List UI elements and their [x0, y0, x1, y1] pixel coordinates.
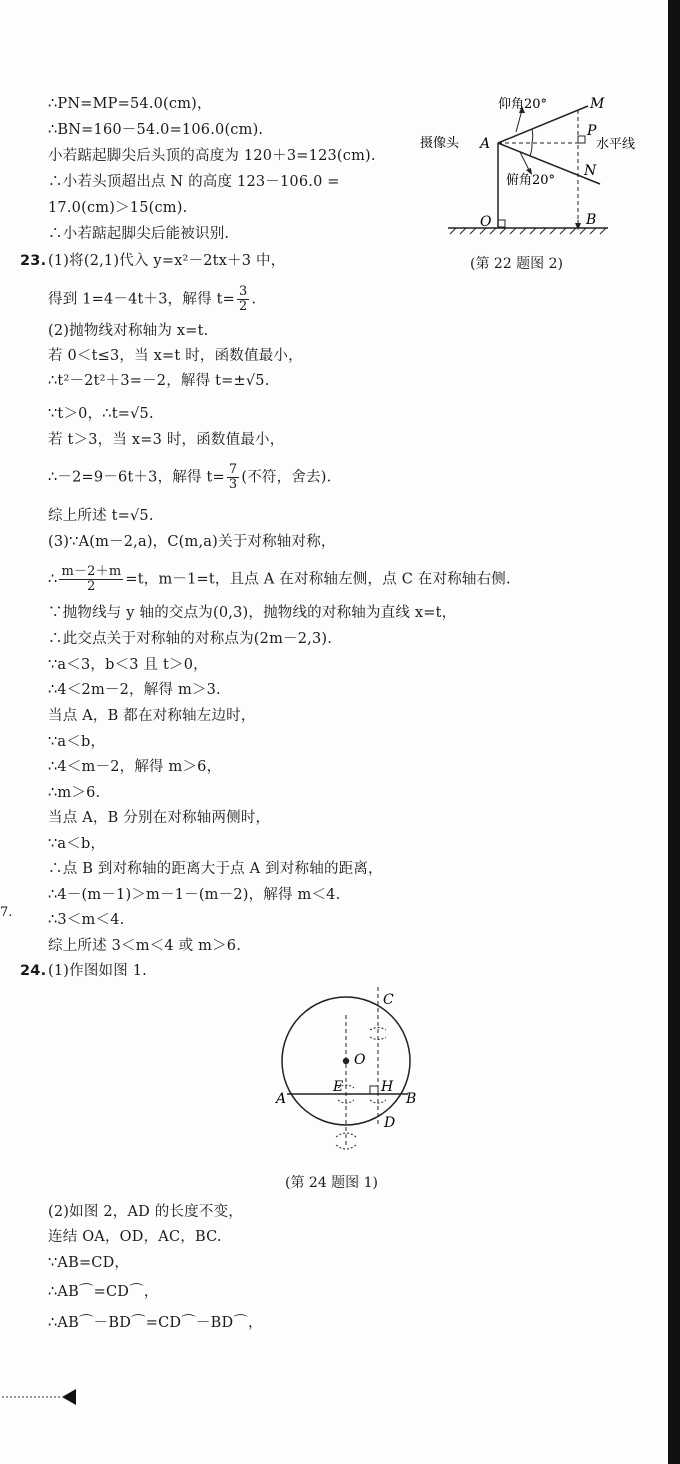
- point-P: P: [587, 123, 597, 139]
- frac-den: 2: [87, 579, 96, 594]
- q24-line-6: ∴AB⌒－BD⌒=CD⌒－BD⌒，: [48, 1315, 263, 1331]
- q24-line-1: (1)作图如图 1.: [48, 963, 147, 979]
- margin-mark: 7.: [0, 905, 13, 920]
- q23-line-22: ∴点 B 到对称轴的距离大于点 A 到对称轴的距离，: [48, 861, 383, 877]
- point-C: C: [383, 992, 394, 1008]
- q23-line-2: [48, 285, 256, 314]
- q23-line-13: ∴此交点关于对称轴的对称点为(2m－2,3).: [48, 631, 333, 647]
- point-N: N: [584, 163, 597, 179]
- q24-line-3: 连结 OA，OD，AC，BC.: [48, 1229, 222, 1245]
- q22-line-2: ∴BN=160－54.0=106.0(cm).: [48, 122, 264, 138]
- q23-line-10: (3)∵A(m－2,a)，C(m,a)关于对称轴对称，: [48, 534, 336, 550]
- q23-line-4: 若 0＜t≤3，当 x=t 时，函数值最小，: [48, 348, 303, 364]
- frac-3-2: [237, 285, 249, 314]
- q23-line-5: ∴t²－2t²＋3=－2，解得 t=±√5.: [48, 373, 270, 389]
- point-M: M: [590, 96, 605, 112]
- q23-line-2-suffix: .: [251, 291, 257, 308]
- figure-q24: [270, 985, 430, 1160]
- label-camera: 摄像头: [420, 136, 460, 151]
- q22-line-3: 小若踮起脚尖后头顶的高度为 120＋3=123(cm).: [48, 148, 376, 164]
- q23-line-19: ∴m＞6.: [48, 785, 101, 801]
- q24-number: 24.: [20, 963, 47, 979]
- q23-line-8-suffix: (不符，舍去).: [241, 469, 332, 486]
- point-D: D: [384, 1115, 396, 1131]
- label-horizontal: 水平线: [596, 137, 636, 152]
- q23-line-6: ∵t＞0，∴t=√5.: [48, 406, 154, 422]
- q23-line-12: ∵抛物线与 y 轴的交点为(0,3)，抛物线的对称轴为直线 x=t，: [48, 605, 457, 621]
- q22-line-1: ∴PN=MP=54.0(cm)，: [48, 96, 212, 112]
- q24-line-5: ∴AB⌒=CD⌒，: [48, 1284, 159, 1300]
- frac-7-3: [227, 463, 239, 492]
- figure-q22: [420, 88, 670, 248]
- page-footer-arrow: [0, 1385, 90, 1409]
- q23-line-9: 综上所述 t=√5.: [48, 508, 154, 524]
- point-O: O: [354, 1052, 366, 1068]
- point-O: O: [480, 214, 492, 230]
- frac-den: 3: [228, 477, 238, 492]
- figure-q24-caption: (第 24 题图 1): [285, 1175, 378, 1191]
- q23-line-2-prefix: 得到 1=4－4t＋3，解得 t=: [48, 291, 235, 308]
- q23-line-14: ∵a＜3，b＜3 且 t＞0，: [48, 657, 208, 673]
- q23-line-11-prefix: ∴: [48, 571, 58, 588]
- q23-line-1: (1)将(2,1)代入 y=x²－2tx＋3 中，: [48, 253, 286, 269]
- q24-line-2: (2)如图 2，AD 的长度不变，: [48, 1204, 243, 1220]
- q23-line-16: 当点 A，B 都在对称轴左边时，: [48, 708, 256, 724]
- q22-line-6: ∴小若踮起脚尖后能被识别.: [48, 226, 230, 242]
- frac-num: 3: [238, 284, 248, 299]
- q23-line-23: ∴4－(m－1)＞m－1－(m－2)，解得 m＜4.: [48, 887, 341, 903]
- q23-line-17: ∵a＜b，: [48, 734, 106, 750]
- q23-line-20: 当点 A，B 分别在对称轴两侧时，: [48, 810, 271, 826]
- label-depression: 俯角20°: [506, 173, 556, 188]
- q23-line-24: ∴3＜m＜4.: [48, 912, 125, 928]
- point-B: B: [586, 212, 597, 228]
- frac-den: 2: [238, 299, 248, 314]
- q23-number: 23.: [20, 253, 47, 269]
- frac-num: 7: [228, 462, 238, 477]
- point-A: A: [276, 1091, 287, 1107]
- q23-line-8: [48, 463, 331, 492]
- figure-q22-caption: (第 22 题图 2): [470, 256, 563, 272]
- q23-line-11-suffix: =t，m－1=t，且点 A 在对称轴左侧，点 C 在对称轴右侧.: [125, 571, 511, 588]
- q23-line-18: ∴4＜m－2，解得 m＞6，: [48, 759, 222, 775]
- point-E: E: [333, 1079, 344, 1095]
- q23-line-25: 综上所述 3＜m＜4 或 m＞6.: [48, 938, 242, 954]
- page-edge-shadow: [668, 0, 680, 1464]
- q22-line-4: ∴小若头顶超出点 N 的高度 123－106.0 =: [48, 174, 340, 190]
- q23-line-3: (2)抛物线对称轴为 x=t.: [48, 323, 209, 339]
- q23-line-21: ∵a＜b，: [48, 836, 106, 852]
- q23-line-7: 若 t＞3，当 x=3 时，函数值最小，: [48, 432, 285, 448]
- q23-line-8-prefix: ∴－2=9－6t＋3，解得 t=: [48, 469, 225, 486]
- frac-m: [59, 565, 123, 594]
- point-A: A: [480, 136, 491, 152]
- point-B: B: [406, 1091, 417, 1107]
- point-H: H: [381, 1079, 394, 1095]
- frac-num: m－2＋m: [61, 564, 122, 579]
- q22-line-5: 17.0(cm)＞15(cm).: [48, 200, 188, 216]
- label-elevation: 仰角20°: [498, 97, 548, 112]
- q23-line-15: ∴4＜2m－2，解得 m＞3.: [48, 682, 221, 698]
- q24-line-4: ∵AB=CD，: [48, 1255, 130, 1271]
- q23-line-11: [48, 565, 511, 594]
